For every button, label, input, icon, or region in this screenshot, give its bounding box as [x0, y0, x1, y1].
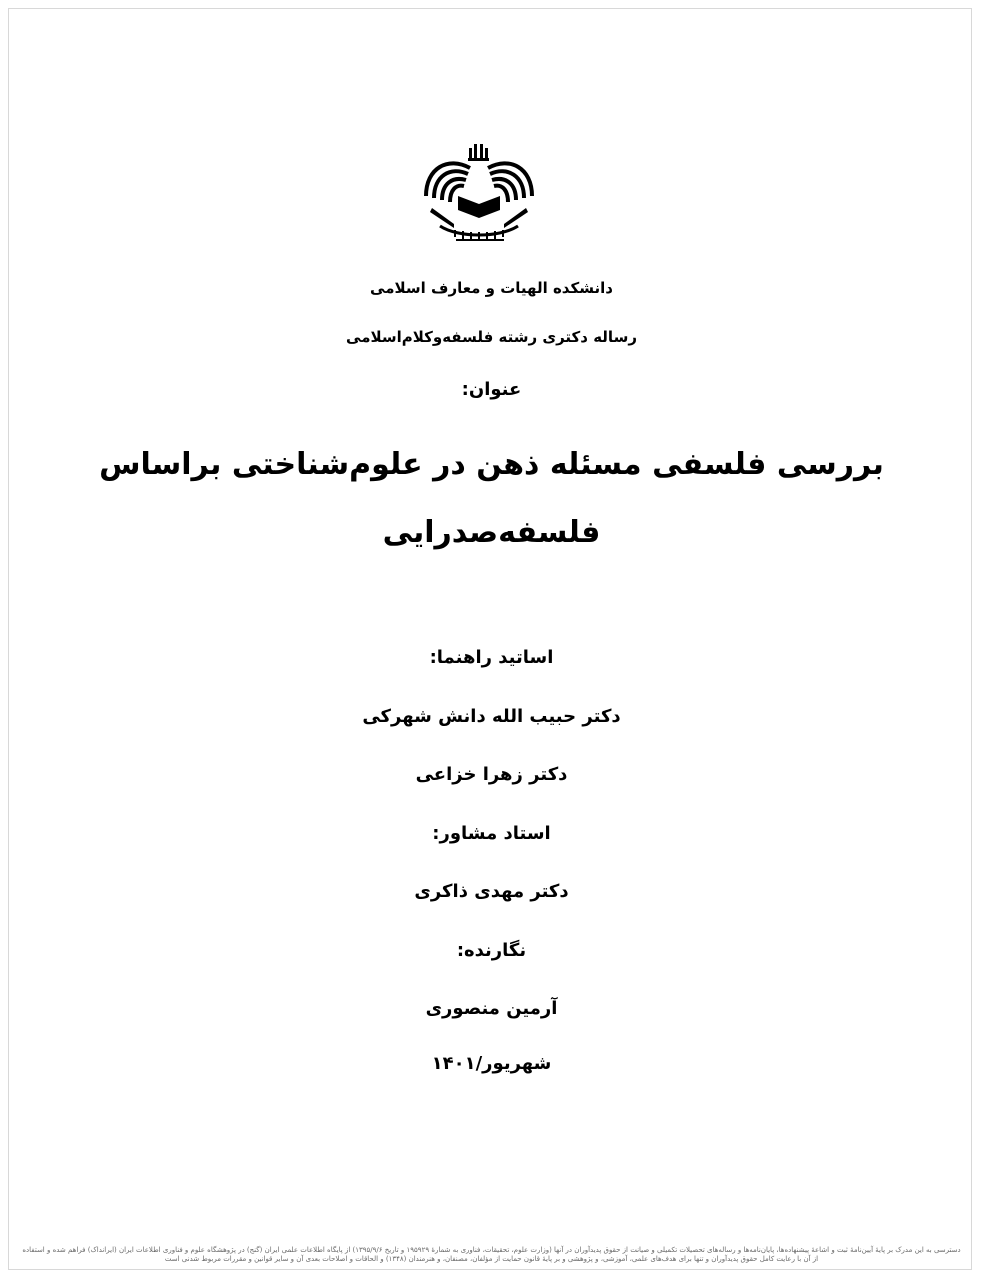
- university-emblem-icon: [418, 138, 540, 246]
- thesis-title-line-2: فلسفه‌صدرایی: [382, 515, 601, 550]
- supervisors-label: اساتید راهنما:: [429, 647, 554, 668]
- advisor-label: استاد مشاور:: [432, 823, 551, 844]
- supervisor-name-1: دکتر حبیب الله دانش شهرکی: [362, 706, 621, 727]
- faculty-name: دانشکده الهیات و معارف اسلامی: [370, 279, 613, 297]
- advisor-name: دکتر مهدی ذاکری: [414, 881, 569, 902]
- footer-notice: دسترسی به این مدرک بر پایهٔ آیین‌نامهٔ ثبت و اشاعهٔ پیشنهاده‌ها، پایان‌نامه‌ها و رساله‌های تحصیلات تکمیلی و صیانت از حقوق پدیدآوران در آنها (وزارت علوم، تحقیقات، فناوری به شمارهٔ ۱۹۵۹۲۹ و تاریخ ۱۳۹۵/۹/۶) از پایگاه اطلاعات علمی ایران (گنج) در پژوهشگاه علوم و فناوری اطلاعات ایران (ایرانداک) فراهم شده و استفاده از آن با رعایت کامل حقوق پدیدآوران و تنها برای هدف‌های علمی، آموزشی، و پژوهشی و بر پایهٔ قانون حمایت از مؤلفان، مصنفان، و هنرمندان (۱۳۴۸) و الحاقات و اصلاحات بعدی آن و سایر قوانین و مقررات مربوط شدنی است: [22, 1246, 961, 1263]
- date: شهریور/۱۴۰۱: [431, 1053, 552, 1074]
- author-label: نگارنده:: [456, 940, 527, 961]
- thesis-type: رساله دکتری رشته فلسفه‌وکلام‌اسلامی: [346, 328, 637, 346]
- author-name: آرمین منصوری: [425, 998, 558, 1019]
- title-label: عنوان:: [461, 379, 522, 400]
- thesis-title-line-1: بررسی فلسفی مسئله ذهن در علوم‌شناختی براساس: [99, 447, 884, 482]
- supervisor-name-2: دکتر زهرا خزاعی: [415, 764, 568, 785]
